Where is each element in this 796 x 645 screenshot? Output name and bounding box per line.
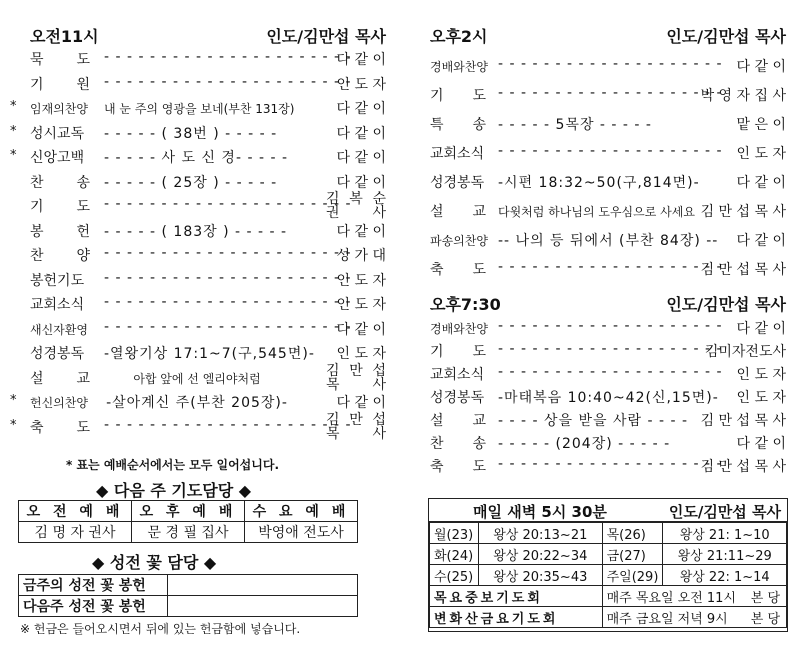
prayer-meeting-place: 본 당	[750, 611, 780, 627]
morning-header	[30, 24, 386, 46]
service-item-person: 다 같 이	[336, 395, 386, 411]
afternoon-officiant: 인도/김만섭 목사	[666, 27, 786, 46]
service-item-label: 기 도	[430, 344, 486, 360]
service-item	[420, 56, 786, 78]
service-item	[0, 362, 386, 393]
offering-footnote: ※ 헌금은 들어오시면서 뒤에 있는 헌금함에 넣습니다.	[20, 622, 301, 636]
service-item-label: 축 도	[430, 459, 486, 475]
service-item-person: 김 만 섭 목 사	[700, 262, 786, 278]
dawn-passage: 왕상 20:22~34	[479, 544, 603, 565]
dawn-schedule-row	[430, 523, 787, 544]
service-item	[0, 191, 386, 221]
dawn-schedule-row	[430, 544, 787, 565]
service-item	[420, 433, 786, 455]
service-item	[420, 143, 786, 165]
service-item-detail: - - - - - - - - - - - - - - - - - - - - - -	[104, 245, 352, 261]
dawn-passage: 왕상 20:35~43	[479, 565, 603, 586]
service-item-detail: -시편 18:32~50(구,814면)-	[498, 175, 700, 191]
prayer-duty-name: 문 경 필 집사	[132, 522, 245, 543]
service-item-detail: - - - - - - - - - - - - - - - - - - - -	[498, 56, 723, 72]
service-item-label: 축 도	[430, 262, 486, 278]
evening-officiant: 인도/김만섭 목사	[666, 295, 786, 314]
dawn-schedule-table	[429, 522, 787, 628]
dawn-day: 목(26)	[602, 523, 663, 544]
dawn-officiant: 인도/김만섭 목사	[668, 503, 781, 521]
stand-marker: *	[10, 417, 17, 433]
service-item-detail: 아합 앞에 선 엘리야처럼	[133, 371, 261, 386]
service-item-detail: -살아계신 주(부찬 205장)-	[106, 395, 288, 411]
service-item-detail: - - - - 상을 받을 사람 - - - -	[498, 413, 689, 429]
service-item-detail: -마태복음 10:40~42(신,15면)-	[498, 390, 719, 406]
dawn-header	[429, 499, 787, 522]
service-item-person: 다 같 이	[736, 175, 786, 191]
service-item-label: 설 교	[430, 204, 486, 220]
service-item	[0, 392, 386, 414]
service-item-person: 김 만 섭 목 사	[700, 413, 786, 429]
service-item-label: 찬 송	[30, 174, 90, 191]
service-item	[420, 172, 786, 194]
service-item	[0, 221, 386, 243]
service-item-person: 다 같 이	[336, 223, 386, 240]
dawn-title: 매일 새벽 5시 30분	[473, 503, 607, 521]
prayer-meeting-row	[430, 586, 787, 607]
service-item-label: 찬 양	[30, 248, 90, 264]
evening-header	[430, 292, 786, 314]
service-item-person: 다 같 이	[736, 321, 786, 337]
morning-officiant: 인도/김만섭 목사	[266, 27, 386, 46]
service-item-label: 교회소식	[30, 297, 85, 313]
service-item-person: 다 같 이	[736, 233, 786, 249]
service-item-person: 다 같 이	[736, 436, 786, 452]
service-item-label: 헌신의찬양	[30, 396, 88, 410]
service-item-person: 박 영 자 집 사	[700, 88, 786, 104]
dawn-prayer-box	[428, 498, 788, 632]
service-item-detail: 내 눈 주의 영광을 보네(부찬 131장)	[104, 102, 295, 116]
prayer-duty-header: 오 전 예 배	[19, 501, 132, 522]
prayer-meeting-time: 매주 목요일 오전 11시 본 당	[602, 586, 786, 607]
service-item	[0, 411, 386, 442]
dawn-day: 수(25)	[430, 565, 479, 586]
service-item-detail: 다윗처럼 하나님의 도우심으로 사세요	[498, 205, 695, 219]
service-item-person: 맡 은 이	[736, 117, 786, 133]
flower-duty-row	[19, 596, 358, 617]
service-item-person: 다 같 이	[336, 101, 386, 117]
service-item-label: 성경봉독	[430, 390, 485, 406]
service-item-person: 김미자전도사	[704, 344, 786, 360]
service-item	[420, 456, 786, 478]
service-item	[420, 318, 786, 340]
service-item-person: 김 만 섭 목 사	[326, 362, 386, 393]
service-item-person: 김 만 섭 목 사	[326, 411, 386, 442]
service-item	[420, 114, 786, 136]
service-item-person: 다 같 이	[336, 150, 386, 166]
service-item-detail: - - - - - - - - - - - - - - - - - - - -	[498, 364, 723, 380]
prayer-duty-name: 박영애 전도사	[245, 522, 358, 543]
service-item-person: 인 도 자	[336, 346, 386, 362]
prayer-duty-header: 오 후 예 배	[132, 501, 245, 522]
stand-marker: *	[10, 123, 17, 139]
service-item-label: 교회소식	[430, 367, 485, 383]
service-item-label: 새신자환영	[30, 322, 88, 337]
flower-duty-title: ◆ 성전 꽃 담당 ◆	[92, 553, 217, 572]
dawn-day: 월(23)	[430, 523, 479, 544]
service-item-person: 인 도 자	[336, 272, 386, 289]
service-item-person: 다 같 이	[336, 52, 386, 68]
service-item	[0, 147, 386, 169]
service-item-label: 설 교	[430, 413, 486, 429]
service-item	[0, 49, 386, 71]
service-item-person: 김 만 섭 목 사	[700, 459, 786, 475]
prayer-meeting-place: 본 당	[750, 590, 780, 606]
stand-marker: *	[10, 393, 17, 408]
prayer-duty-title: ◆ 다음 주 기도담당 ◆	[96, 481, 252, 500]
service-item	[0, 123, 386, 145]
prayer-meeting-time: 매주 금요일 저녁 9시 본 당	[602, 607, 786, 628]
evening-title: 오후7:30	[430, 295, 501, 314]
service-item-label: 기 도	[30, 199, 90, 215]
service-item-label: 묵 도	[30, 52, 90, 68]
service-item-label: 성경봉독	[30, 346, 85, 362]
service-item-detail: - - - - - 5목장 - - - - -	[498, 117, 652, 133]
prayer-meeting-name: 목요중보기도회	[430, 586, 603, 607]
service-item-detail: - - - - - - - - - - - - - - - - - - - -	[498, 341, 723, 357]
service-item	[0, 343, 386, 365]
prayer-duty-header: 수 요 예 배	[245, 501, 358, 522]
dawn-passage: 왕상 20:13~21	[479, 523, 603, 544]
afternoon-header	[430, 24, 786, 46]
service-item-detail: - - - - - (204장) - - - - -	[498, 436, 671, 452]
service-item-person: 다 같 이	[336, 174, 386, 191]
flower-duty-value	[168, 596, 358, 617]
service-item-detail: - - - - - - - - - - - - - - - - - - - - - -	[104, 318, 352, 335]
service-item-label: 경배와찬양	[430, 322, 488, 336]
service-item-label: 특 송	[430, 117, 486, 133]
service-item-label: 임재의찬양	[30, 102, 88, 116]
service-item-label: 파송의찬양	[430, 234, 488, 248]
service-item-detail: - - - - - - - - - - - - - - - - - - - -	[498, 143, 723, 159]
prayer-duty-name: 김 명 자 권사	[19, 522, 132, 543]
dawn-passage: 왕상 21:11~29	[663, 544, 787, 565]
service-item-detail: - - - - - - - - - - - - - - - - - - - -	[498, 318, 723, 334]
flower-duty-label: 금주의 성전 꽃 봉헌	[19, 575, 168, 596]
service-item	[420, 259, 786, 281]
service-item	[420, 364, 786, 386]
service-item-person: 인 도 자	[336, 297, 386, 313]
service-item-label: 성경봉독	[430, 175, 485, 191]
service-item	[0, 319, 386, 341]
service-item-label: 교회소식	[430, 146, 485, 162]
service-item	[0, 294, 386, 316]
prayer-duty-header-row	[19, 501, 358, 522]
service-item-person: 인 도 자	[736, 390, 786, 406]
service-item-label: 봉헌기도	[30, 272, 85, 289]
service-item-person: 다 같 이	[336, 125, 386, 142]
prayer-duty-names-row	[19, 522, 358, 543]
prayer-meeting-row	[430, 607, 787, 628]
service-item-detail: - - - - - - - - - - - - - - - - - - - - - -	[104, 49, 352, 65]
stand-marker: *	[10, 148, 17, 163]
service-item-person: 다 같 이	[736, 59, 786, 75]
standing-note: * 표는 예배순서에서는 모두 일어섭니다.	[66, 458, 280, 472]
service-item-label: 경배와찬양	[430, 60, 488, 74]
service-item	[0, 270, 386, 292]
service-item-label: 성시교독	[30, 125, 85, 142]
service-item-person: 인 도 자	[736, 367, 786, 383]
service-item-label: 봉 헌	[30, 223, 90, 240]
service-item-detail: - - - - - ( 38번 ) - - - - -	[104, 125, 278, 142]
stand-marker: *	[10, 99, 17, 114]
service-item-detail: - - - - - - - - - - - - - - - - - - - -	[498, 85, 723, 101]
service-item-label: 찬 송	[430, 436, 486, 452]
dawn-day: 화(24)	[430, 544, 479, 565]
service-item	[0, 74, 386, 96]
service-item-label: 신앙고백	[30, 150, 85, 166]
service-item-person: 인 도 자	[336, 76, 386, 93]
service-item-person: 다 같 이	[336, 321, 386, 338]
service-item	[420, 201, 786, 223]
service-item-detail: -- 나의 등 뒤에서 (부찬 84장) --	[498, 233, 719, 249]
dawn-day: 주일(29)	[602, 565, 663, 586]
service-item-person: 김 복 순 권 사	[326, 191, 386, 221]
flower-duty-row	[19, 575, 358, 596]
service-item-label: 축 도	[30, 419, 90, 436]
service-item	[420, 85, 786, 107]
service-item-person: 성 가 대	[336, 248, 386, 264]
service-item-detail: - - - - - - - - - - - - - - - - - - - - - -	[104, 416, 352, 433]
morning-title: 오전11시	[30, 27, 99, 46]
service-item-label: 기 도	[430, 88, 486, 104]
service-item	[420, 230, 786, 252]
service-item-detail: - - - - - - - - - - - - - - - - - - - - - -	[104, 73, 352, 90]
dawn-passage: 왕상 22: 1~14	[663, 565, 787, 586]
service-item-detail: - - - - - - - - - - - - - - - - - - - - - -	[104, 269, 352, 286]
service-item	[420, 387, 786, 409]
service-item-detail: -열왕기상 17:1~7(구,545면)-	[104, 346, 315, 362]
service-item-detail: - - - - - ( 25장 ) - - - - -	[104, 174, 278, 191]
service-item-label: 설 교	[30, 370, 90, 387]
service-item	[0, 98, 386, 120]
service-item-person: 김 만 섭 목 사	[700, 204, 786, 220]
service-item-label: 기 원	[30, 76, 90, 93]
service-item	[420, 341, 786, 363]
flower-duty-label: 다음주 성전 꽃 봉헌	[19, 596, 168, 617]
service-item-detail: - - - - - - - - - - - - - - - - - - - - - -	[104, 294, 352, 310]
dawn-schedule-row	[430, 565, 787, 586]
service-item-detail: - - - - - - - - - - - - - - - - - - - -	[498, 456, 723, 472]
service-item-detail: - - - - - - - - - - - - - - - - - - - - - -	[104, 196, 352, 212]
service-item-detail: - - - - - ( 183장 ) - - - - -	[104, 223, 288, 240]
afternoon-title: 오후2시	[430, 27, 488, 46]
service-item	[0, 245, 386, 267]
service-item	[420, 410, 786, 432]
service-item-detail: - - - - - 사 도 신 경- - - - -	[104, 150, 289, 166]
service-item-detail: - - - - - - - - - - - - - - - - - - - -	[498, 259, 723, 275]
flower-duty-value	[168, 575, 358, 596]
prayer-meeting-name: 변화산금요기도회	[430, 607, 603, 628]
prayer-duty-table	[18, 500, 358, 543]
service-item-person: 인 도 자	[736, 146, 786, 162]
flower-duty-table	[18, 574, 358, 617]
dawn-passage: 왕상 21: 1~10	[663, 523, 787, 544]
dawn-day: 금(27)	[602, 544, 663, 565]
